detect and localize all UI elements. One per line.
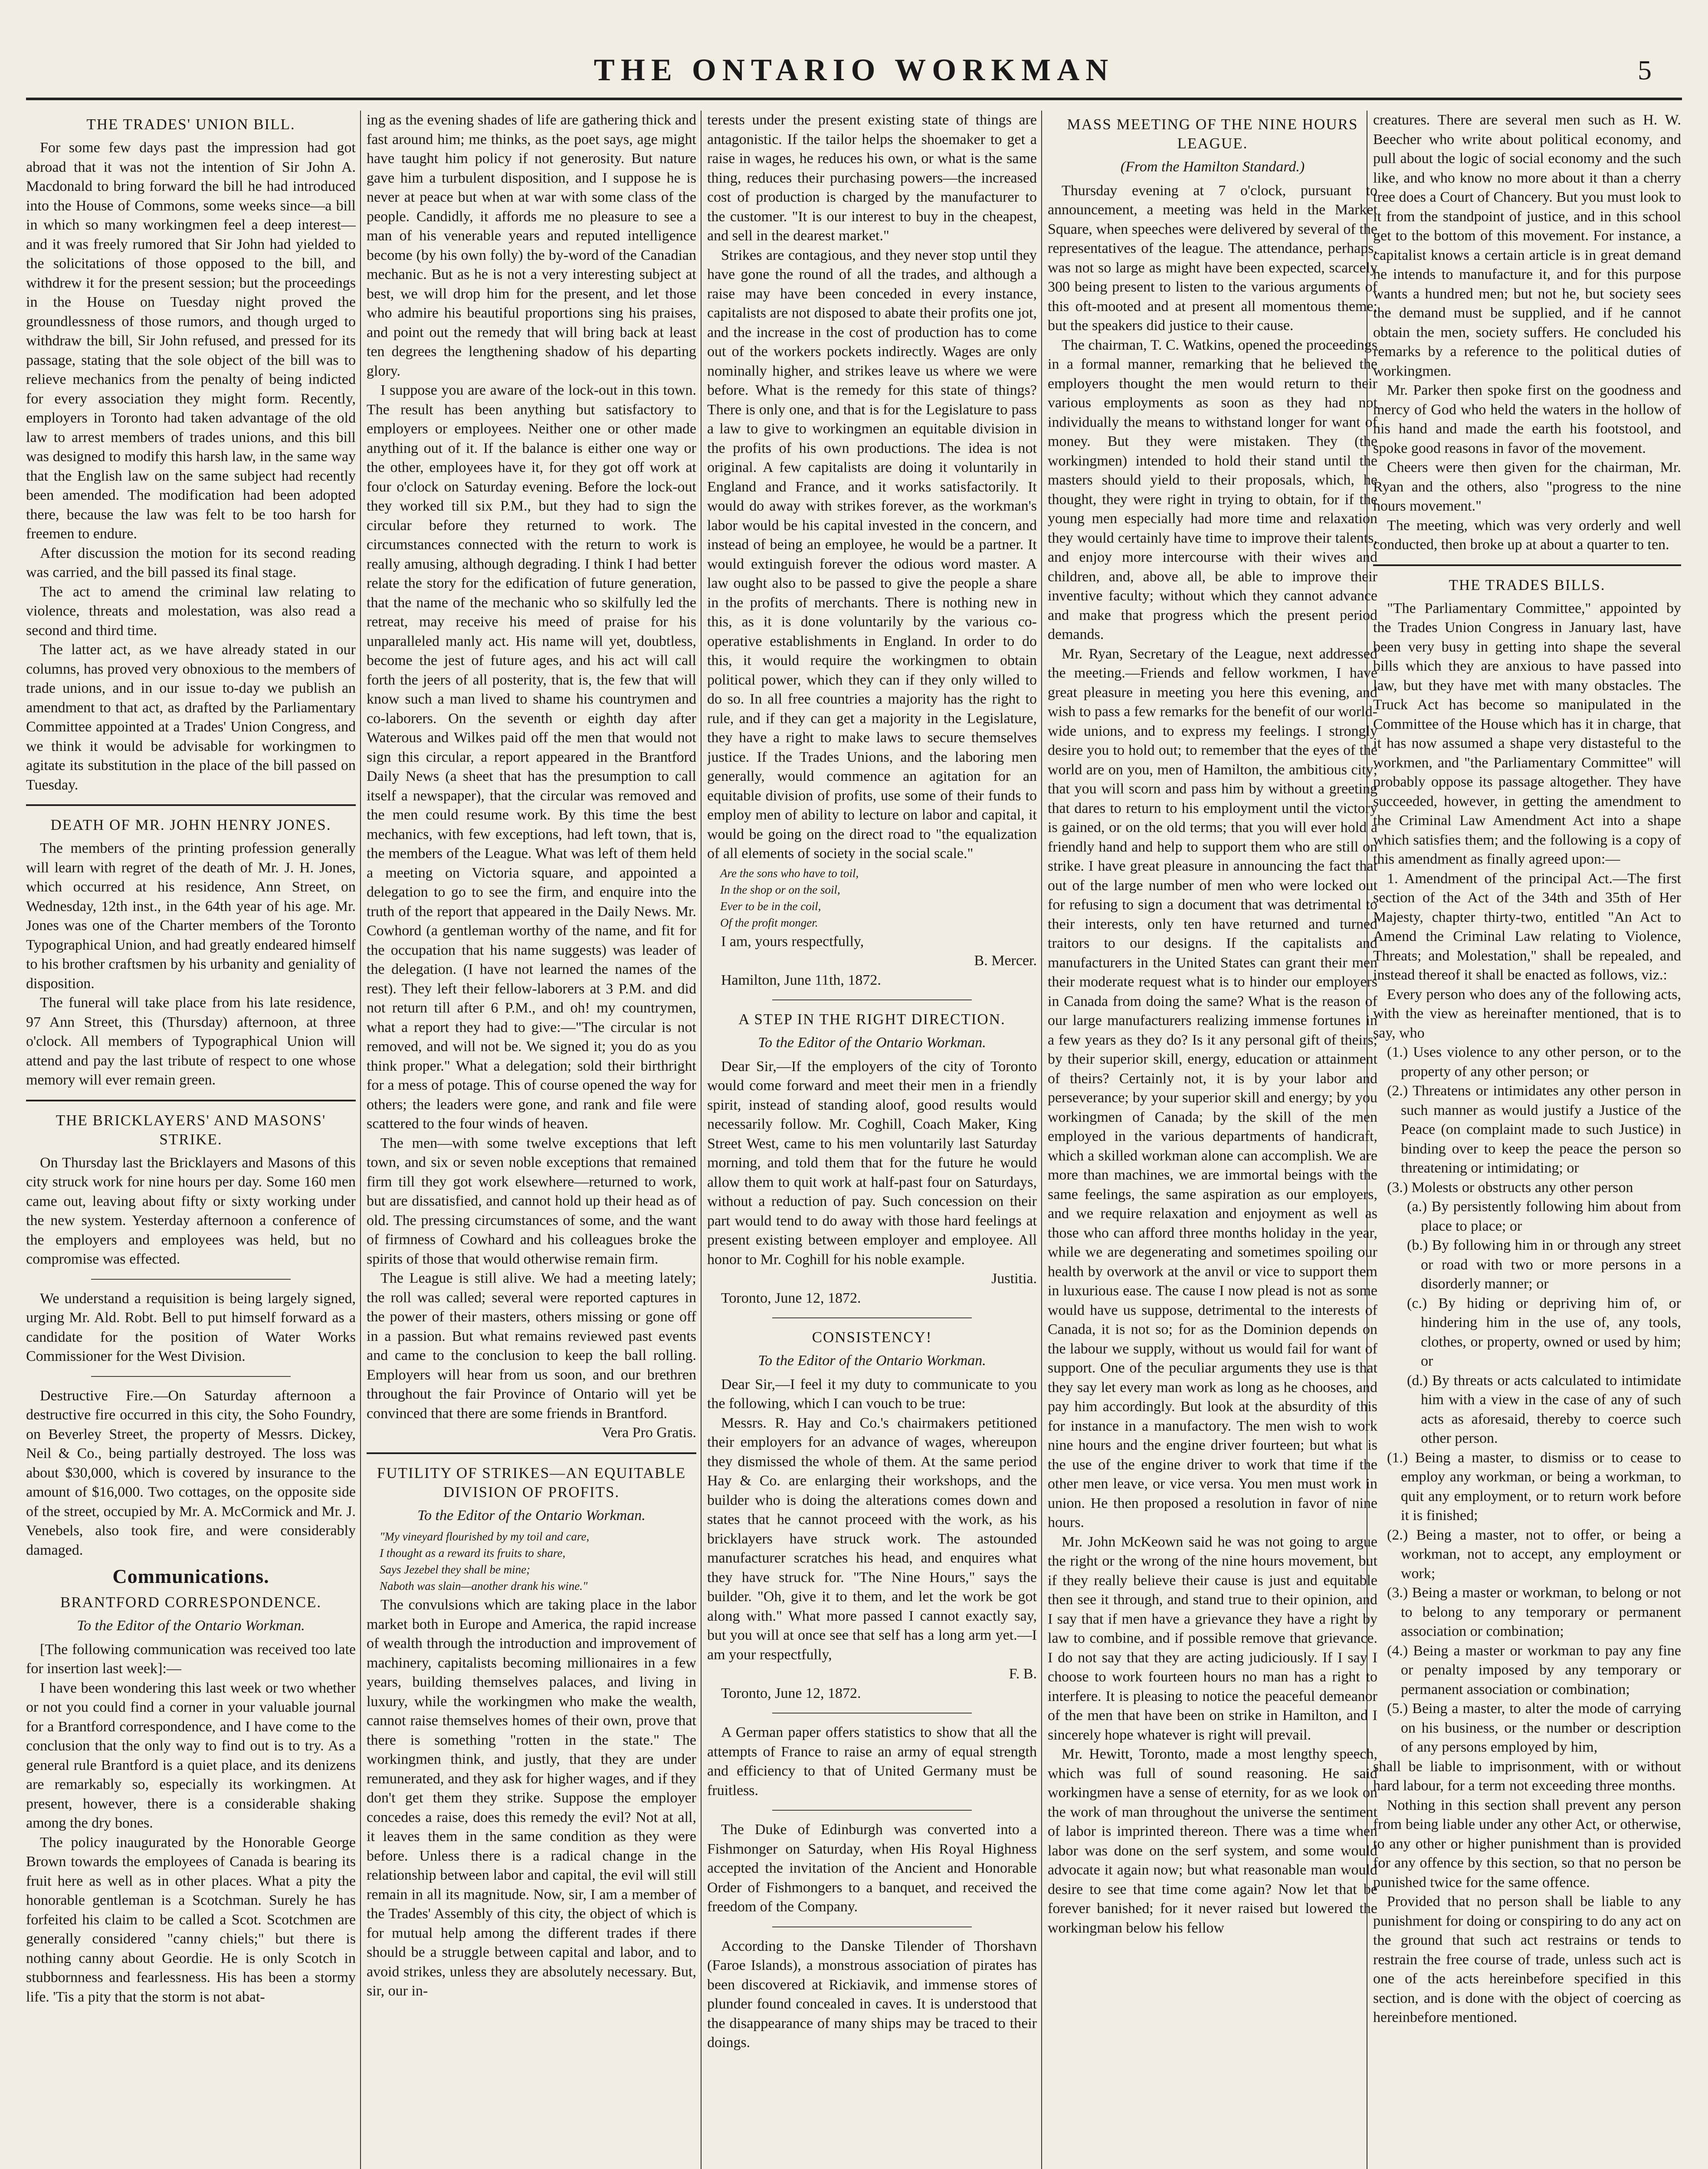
column-rule [1041, 111, 1042, 2169]
article-heading: MASS MEETING OF THE NINE HOURS LEAGUE. [1067, 116, 1358, 152]
paragraph: Every person who does any of the following acts, with the view as hereinafter mentioned, that is to say, who [1373, 986, 1681, 1041]
paragraph: [The following communication was received too late for insertion last week]:— [26, 1641, 356, 1677]
paragraph: The chairman, T. C. Watkins, opened the proceedings in a formal manner, remarking that he believed the employers thought the men would return to their various employments as soon as they had not individually the means to withstand longer for want of money. But they were mistaken. They (the workingmen) intended to hold their stand until the masters should yield to their proposals, which, he thought, they were right in trying to obtain, for if the young men especially had more time and relaxation they would certainly have time to improve their talents, and enjoy more intercourse with their wives and children, and, above all, be able to improve their inventive faculty; without which they cannot advance and make that progress which the present period demands. [1048, 337, 1377, 642]
paragraph: The Duke of Edinburgh was converted into a Fishmonger on Saturday, when His Royal Highness accepted the invitation of the Ancient and Honorable Order of Fishmongers to a banquet, and received the freedom of the Company. [707, 1822, 1037, 1915]
article-subheading: (From the Hamilton Standard.) [1120, 159, 1305, 175]
paragraph: 1. Amendment of the principal Act.—The first section of the Act of the 34th and 35th of Her Majesty, chapter thirty-two, entitled "An Act to Amend the Criminal Law relating to Violence, Threats; and Molestation," shall be repealed, and instead thereof it shall be enacted as follows, viz.: [1373, 870, 1681, 983]
paragraph: After discussion the motion for its second reading was carried, and the bill passed its final stage. [26, 545, 356, 580]
list-item: (3.) Molests or obstructs any other person [1387, 1179, 1633, 1196]
list-item: (1.) Uses violence to any other person, or to the property of any other person; or [1387, 1044, 1681, 1080]
section-divider [26, 1100, 356, 1101]
list-item: (d.) By threats or acts calculated to intimidate him with a view in the case of any of such acts as aforesaid, thereby to coerce such other person. [1407, 1372, 1681, 1446]
list-item: (4.) Being a master or workman to pay any fine or penalty imposed by any temporary or permanent association or combination; [1387, 1642, 1681, 1697]
list-item: (b.) By following him in or through any street or road with two or more persons in a disorderly manner; or [1407, 1237, 1681, 1292]
divider [772, 1317, 972, 1318]
article-heading: BRANTFORD CORRESPONDENCE. [60, 1594, 322, 1611]
list-item: (2.) Threatens or intimidates any other person in such manner as would justify a Justice of the Peace (on complaint made to such Justice) in binding over to keep the peace the person so threatening or intimidating; or [1387, 1083, 1681, 1176]
page-number: 5 [1638, 55, 1652, 85]
paragraph: The funeral will take place from his late residence, 97 Ann Street, this (Thursday) afternoon, at three o'clock. All members of Typographical Union will attend and pay the last tribute of respect to one whose memory will ever remain green. [26, 995, 356, 1088]
paragraph: The act to amend the criminal law relating to violence, threats and molestation, was also read a second and third time. [26, 583, 356, 639]
article-heading: CONSISTENCY! [812, 1329, 932, 1346]
paragraph: The meeting, which was very orderly and well conducted, then broke up at about a quarter to ten. [1373, 517, 1681, 553]
verse-line: Naboth was slain—another drank his wine." [380, 1579, 588, 1592]
article-heading: THE TRADES BILLS. [1449, 576, 1606, 593]
paragraph: Dear Sir,—I feel it my duty to communicate to you the following, which I can vouch to be true: [707, 1376, 1037, 1412]
paragraph: Thursday evening at 7 o'clock, pursuant to announcement, a meeting was held in the Market Square, when speeches were delivered by several of the representatives of the league. The attendance, perhaps, was not so large as might have been expected, scarcely 300 being present to listen to the various arguments of this oft-mooted and at present all momentous theme; but the speakers did justice to their cause. [1048, 182, 1377, 334]
verse-line: Ever to be in the coil, [720, 899, 821, 913]
paragraph: According to the Danske Tilender of Thorshavn (Faroe Islands), a monstrous association of pirates has been discovered at Rickiavik, and immense stores of plunder found concealed in caves. It is understood that the disappearance of many ships may be traced to their doings. [707, 1938, 1037, 2051]
divider [91, 1279, 291, 1280]
paragraph: Mr. Hewitt, Toronto, made a most lengthy speech, which was full of sound reasoning. He said workingmen have a sense of eternity, for as we look on the work of man throughout the universe the sentiment of labor is imprinted thereon. There was a time when labor was done on the serf system, and some would advocate it again now; but what reasonable man would desire to see that time come again? Now let that be forever banished; for it never raised but lowered the workingman below his fellow [1048, 1746, 1377, 1936]
column-rule [701, 111, 702, 2169]
section-heading: Communications. [112, 1565, 269, 1587]
paragraph: Destructive Fire.—On Saturday afternoon a destructive fire occurred in this city, the Soho Foundry, on Beverley Street, the property of Messrs. Dickey, Neil & Co., being partially destroyed. The loss was about $30,000, which is covered by insurance to the amount of $16,000. Two cottages, on the opposite side of the street, occupied by Mr. A. McCormick and Mr. J. Venebels, also took fire, and were considerably damaged. [26, 1387, 356, 1558]
paragraph: The members of the printing profession generally will learn with regret of the death of Mr. J. H. Jones, which occurred at his residence, Ann Street, on Wednesday, 12th inst., in the 64th year of his age. Mr. Jones was one of the Charter members of the Toronto Typographical Union, and had greatly endeared himself to his brother craftsmen by his urbanity and geniality of disposition. [26, 840, 356, 992]
dateline: Hamilton, June 11th, 1872. [721, 972, 881, 988]
divider [772, 1810, 972, 1811]
paragraph: On Thursday last the Bricklayers and Masons of this city struck work for nine hours per day. Some 160 men came out, leaving about fifty or sixty working under the new system. Yesterday afternoon a conference of the employers and employees was held, but no compromise was effected. [26, 1154, 356, 1267]
list-item: (c.) By hiding or depriving him of, or hindering him in the use of, any tools, clothes, or property, owned or used by him; or [1407, 1295, 1681, 1369]
signature: B. Mercer. [974, 953, 1037, 969]
verse-line: I thought as a reward its fruits to share, [380, 1546, 566, 1560]
paragraph: For some few days past the impression had got abroad that it was not the intention of Sir John A. Macdonald to bring forward the bill he had introduced into the House of Commons, some weeks since—a bill in which so many workingmen feel a deep interest—and it was freely rumored that Sir John had yielded to the solicitations of those opposed to the bill, and withdrew it for the present session; but the proceedings in the House on Tuesday night proved the groundlessness of those rumors, and though urged to withdraw the bill, Sir John refused, and pressed for its passage, stating that the sole object of the bill was to relieve mechanics from the penalty of being indicted for every association they might form. Recently, employers in Toronto had taken advantage of the old law to arrest members of trades unions, and this bill was designed to modify this harsh law, in the same way that the English law on the same subject had recently been amended. The modification had been adopted there, because the law was felt to be too harsh for freemen to endure. [26, 140, 356, 542]
signature: Vera Pro Gratis. [601, 1425, 696, 1441]
list-item: (a.) By persistently following him about from place to place; or [1407, 1199, 1681, 1234]
signature: F. B. [1009, 1666, 1037, 1682]
divider [91, 1376, 291, 1377]
paragraph: Mr. John McKeown said he was not going to argue the right or the wrong of the nine hours movement, but if they really believe their cause is just and equitable then see it through, and stand true to their opinion, and I say that if men have a grievance they have a right by law to combine, and if possible remove that grievance. I do not say that they are acting judiciously. If I say I choose to work fourteen hours no man has a right to interfere. It is pleasing to notice the peaceful demeanor of the men that have been on strike in Hamilton, and I sincerely hope whatever is right will prevail. [1048, 1533, 1377, 1743]
paragraph: A German paper offers statistics to show that all the attempts of France to raise an army of equal strength and efficiency to that of United Germany must be fruitless. [707, 1724, 1037, 1799]
dateline: Toronto, June 12, 1872. [721, 1685, 861, 1701]
paragraph: Dear Sir,—If the employers of the city of Toronto would come forward and meet their men in a friendly spirit, instead of standing aloof, good results would necessarily follow. Mr. Coghill, Coach Maker, King Street West, came to his men voluntarily last Saturday morning, and told them that for the future he would allow them to quit work at half-past four on Saturdays, without a reduction of pay. Such concession on their part would tend to do away with those hard feelings at present existing between employer and employee. All honor to Mr. Coghill for his noble example. [707, 1058, 1037, 1268]
paragraph: terests under the present existing state of things are antagonistic. If the tailor helps the shoemaker to get a raise in wages, he reduces his own, or what is the same thing, reduces their purchasing powers—the increased cost of production is charged by the manufacturer to the customer. "It is our interest to buy in the cheapest, and sell in the dearest market." [707, 112, 1037, 244]
verse-line: "My vineyard flourished by my toil and care, [380, 1530, 590, 1543]
list-item: (3.) Being a master or workman, to belong or not to belong to any temporary or permanent association or combination; [1387, 1585, 1681, 1639]
column-2 [367, 111, 696, 2169]
paragraph: creatures. There are several men such as H. W. Beecher who write about political economy, and pull about the logic of social economy and the such like, and who know no more about it than a cherry tree does a Court of Chancery. But you must look to it from the standpoint of justice, and in this school get to the bottom of this movement. For instance, a capitalist knows a certain article is in great demand he intends to manufacture it, and for this purpose wants a hundred men; but not he, but society sees the demand must be supplied, and if he cannot obtain the men, society suffers. He concluded his remarks by a reference to the political duties of workingmen. [1373, 112, 1681, 379]
article-subheading: To the Editor of the Ontario Workman. [758, 1035, 986, 1051]
list-item: (1.) Being a master, to dismiss or to cease to employ any workman, or being a workman, to quit any employment, or to return work before it is finished; [1387, 1449, 1681, 1524]
section-divider [1373, 564, 1681, 566]
masthead [0, 0, 1708, 100]
section-divider [26, 804, 356, 806]
paragraph: The policy inaugurated by the Honorable George Brown towards the employees of Canada is bearing its fruit here as well as in other places. What a pity the honorable gentleman is a Scotchman. Surely he has forfeited his claim to be called a Scot. Scotchmen are generally considered "canny chiels;" but there is nothing canny about Geordie. He is only Scotch in stubbornness and fearlessness. His has been a stormy life. 'Tis a pity that the storm is not abat- [26, 1834, 356, 2005]
verse-line: Are the sons who have to toil, [720, 866, 859, 880]
article-subheading: To the Editor of the Ontario Workman. [417, 1507, 646, 1524]
paragraph: The latter act, as we have already stated in our columns, has proved very obnoxious to the members of trade unions, and in our issue to-day we publish an amendment to that act, as drafted by the Parliamentary Committee appointed at a Trades' Union Congress, and we think it would be advisable for workingmen to agitate its substitution in the place of the bill passed on Tuesday. [26, 642, 356, 793]
paragraph: The men—with some twelve exceptions that left town, and six or seven noble exceptions that remained firm till they got work elsewhere—returned to work, but are dissatisfied, and cannot hold up their head as of old. The pressing circumstances of some, and the want of firmness of Cowhard and his colleagues broke the spirits of those that would otherwise remain firm. [367, 1135, 696, 1267]
list-item: (2.) Being a master, not to offer, or being a workman, not to accept, any employment or work; [1387, 1527, 1681, 1582]
article-heading: THE TRADES' UNION BILL. [86, 116, 295, 133]
column-3 [707, 111, 1037, 2169]
section-divider [367, 1452, 696, 1454]
column-5 [1373, 111, 1681, 2169]
paragraph: Nothing in this section shall prevent any person from being liable under any other Act, or otherwise, to any other or higher punishment than is provided for any offence by this section, so that no person be punished twice for the same offence. [1373, 1797, 1681, 1891]
column-4 [1048, 111, 1377, 2169]
paragraph: I am, yours respectfully, [721, 933, 864, 950]
paragraph: The convulsions which are taking place in the labor market both in Europe and America, the rapid increase of wealth through the introduction and improvement of machinery, capitalists becoming millionaires in a few years, building themselves palaces, and living in luxury, while the workingmen who make the wealth, cannot raise themselves homes of their own, prove that there is something "rotten in the state." The workingmen think, and justly, that they are under remunerated, and they ask for higher wages, and if they don't get them they strike. Suppose the employer concedes a raise, does this remedy the evil? Not at all, it leaves them in the same condition as they were before. Unless there is a radical change in the relationship between labor and capital, the evil will still remain in all its magnitude. Now, sir, I am a member of the Trades' Assembly of this city, the object of which is for mutual help among the different trades if there should be a struggle between capital and labor, and to avoid strikes, unless they are absolutely necessary. But, sir, our in- [367, 1597, 696, 1999]
newspaper-title: THE ONTARIO WORKMAN [593, 52, 1115, 87]
paragraph: I suppose you are aware of the lock-out in this town. The result has been anything but satisfactory to employers or employees. Neither one or other made anything out of it. If the balance is either one way or the other, employees have it, for they got off work at four o'clock on Saturday evening. Before the lock-out they worked till six P.M., but they had to sign the circular before they returned to work. The circumstances connected with the return to work is really amusing, although degrading. I think I had better relate the story for the edification of future generation, that the name of the mechanic who so skilfully led the retreat, may receive his meed of praise for his unparalleled manly act. His name will yet, doubtless, become the jest of future ages, and his act will call forth the jeers of all posterity, that is, the few that will know such a man lived to shame his countrymen and co-laborers. On the seventh or eighth day after Waterous and Wilkes paid off the men that would not sign this circular, a report appeared in the Brantford Daily News (a sheet that has the presumption to call itself a newspaper), that the circular was removed and the men could resume work. By this time the best mechanics, with few exceptions, had left town, that is, the members of the League. What was left of them held a meeting on Victoria square, and appointed a delegation to go to see the firm, and enquire into the truth of the report that appeared in the Daily News. Mr. Cowhord (a gentleman worthy of the name, and fit for the occupation that his name suggests) was leader of the delegation. (I have not learned the names of the rest). They left their fellow-laborers at 3 P.M. and did not return till after 6 P.M., and oh! my countrymen, what a report they had to give:—"The circular is not removed, and will not be. We signed it; you do as you think proper." What a delegation; sold their birthright for a mess of potage. This of course opened the way for others; the leaders were gone, and rank and file were scattered to the four winds of heaven. [367, 382, 696, 1132]
article-heading: FUTILITY OF STRIKES—AN EQUITABLE DIVISION OF PROFITS. [377, 1464, 686, 1501]
article-heading: THE BRICKLAYERS' AND MASONS' STRIKE. [56, 1111, 326, 1148]
column-1 [26, 111, 356, 2169]
paragraph: Cheers were then given for the chairman, Mr. Ryan and the others, also "progress to the nine hours movement." [1373, 459, 1681, 514]
signature: Justitia. [991, 1271, 1037, 1287]
article-subheading: To the Editor of the Ontario Workman. [77, 1618, 305, 1634]
verse-line: Says Jezebel they shall be mine; [380, 1563, 531, 1576]
dateline: Toronto, June 12, 1872. [721, 1290, 861, 1306]
paragraph: shall be liable to imprisonment, with or without hard labour, for a term not exceeding three months. [1373, 1758, 1681, 1794]
paragraph: ing as the evening shades of life are gathering thick and fast around him; me thinks, as the poet says, age might have taught him policy if not generosity. But nature gave him a turbulent disposition, and I suppose he is never at peace but when at war with some class of the people. Candidly, it affords me no pleasure to see a man of his venerable years and reputed intelligence become (by his own folly) the by-word of the Canadian mechanic. But as he is not a very interesting subject at best, we will drop him for the present, and let those who admire his beautiful proportions sing his praises, and point out the remedy that will bring back at least ten degrees the lengthening shadow of his departing glory. [367, 112, 696, 379]
paragraph: We understand a requisition is being largely signed, urging Mr. Ald. Robt. Bell to put himself forward as a candidate for the position of Water Works Commissioner for the West Division. [26, 1290, 356, 1364]
divider [772, 999, 972, 1000]
paragraph: Mr. Ryan, Secretary of the League, next addressed the meeting.—Friends and fellow workmen, I have great pleasure in meeting you here this evening, and wish to pass a few remarks for the benefit of our world-wide unions, and to express my feelings. I strongly desire you to hold out; to remember that the eyes of the world are on you, men of Hamilton, the ambitious city; that you will scorn and pass him by without a greeting that dares to return to his employment until the victory is gained, or on the old terms; that you will ever hold a friendly hand and help to support them who are still on strike. I have great pleasure in announcing the fact that out of the large number of men who were locked out for refusing to sign a document that was detrimental to their interests, only ten have returned and turned traitors to our designs. If the capitalists and manufacturers in the United States can grant their men their moderate request what is to hinder our employers in Canada from doing the same? What is the reason of our large manufacturers realizing immense fortunes in a few years as they do? Is it any personal gift of theirs; by their superior skill, energy, education or attainment of theirs? Certainly not, it is by your labor and perseverance; by your superior skill and energy; by you workingmen of Canada; by the skill of the men employed in the various departments of handicraft, which a skilled workman alone can accomplish. We are more than machines, we are immortal beings with the same feelings, the same aspiration as our employers, and we require relaxation and enjoyment as well as those who can afford three months holiday in the year, while we are degenerating and sometimes spoiling our health by overwork at the anvil or vice to support them in luxurious ease. The cause I now plead is not as some would have us suppose, detrimental to the interests of Canada, it is not so; for as the Dominion depends on the labour we supply, without us would fail for want of support. One of the peculiar arguments they use is that they say let every man work as long as he chooses, and pay him accordingly. But look at the absurdity of this for instance in a manufactory. The men wish to work nine hours and the engine driver fourteen; but what is the use of the engine driver to work that time if the other men leave, or vice versa. You men must work in union. He then proposed a resolution in favor of nine hours. [1048, 645, 1377, 1530]
masthead-rule [26, 98, 1682, 100]
list-item: (5.) Being a master, to alter the mode of carrying on his business, or the number or description of any persons employed by him, [1387, 1700, 1681, 1755]
verse-line: Of the profit monger. [720, 916, 818, 929]
divider [772, 1713, 972, 1714]
article-heading: A STEP IN THE RIGHT DIRECTION. [738, 1011, 1006, 1028]
paragraph: The League is still alive. We had a meeting lately; the roll was called; several were reported captures in the power of their masters, others missing or gone off in a passion. But what remains reviewed past events and came to the conclusion to keep the ball rolling. Employers will hear from us soon, and our brethren throughout the fair Province of Ontario will yet be convinced that there are some friends in Brantford. [367, 1270, 696, 1422]
article-subheading: To the Editor of the Ontario Workman. [758, 1353, 986, 1369]
column-rule [360, 111, 361, 2169]
paragraph: Provided that no person shall be liable to any punishment for doing or conspiring to do any act on the ground that such act restrains or tends to restrain the free course of trade, unless such act is one of the acts hereinbefore specified in this section, and is done with the object of coercing as hereinbefore mentioned. [1373, 1894, 1681, 2025]
paragraph: I have been wondering this last week or two whether or not you could find a corner in your valuable journal for a Brantford correspondence, and I have come to the conclusion that the only way to find out is to try. As a general rule Brantford is a quiet place, and its denizens are remarkably so, especially its workingmen. At present, however, there is a considerable shaking among the dry bones. [26, 1680, 356, 1831]
paragraph: Strikes are contagious, and they never stop until they have gone the round of all the trades, and although a raise may have been conceded in every instance, capitalists are not disposed to abate their profits one jot, and the increase in the cost of production has to come out of the workers pockets indirectly. Wages are only nominally higher, and strikes leave us where we were before. What is the remedy for this state of things? There is only one, and that is for the Legislature to pass a law to give to workingmen an equitable division in the profits of his own productions. The idea is not original. A few capitalists are doing it voluntarily in England and France, and it works satisfactorily. It would do away with strikes forever, as the workman's labor would be his capital invested in the concern, and instead of being an employee, he would be a partner. It would extinguish forever the odious word master. A law ought also to be passed to give the people a share in the profits of merchants. There is nothing new in this, as it is done voluntarily by the various co-operative establishments in England. In order to do this, it would require the workingmen to obtain political power, which they can if they only willed to do so. In all free countries a majority has the right to rule, and if they can get a majority in the Legislature, they have a right to make laws to secure themselves justice. If the Trades Unions, and the laboring men generally, would commence an agitation for an equitable division of profits, use some of their funds to employ men of ability to lecture on labor and capital, it would be going on the direct road to "the equalization of all elements of society in the social scale." [707, 247, 1037, 862]
paragraph: Mr. Parker then spoke first on the goodness and mercy of God who held the waters in the hollow of his hand and made the earth his footstool, and spoke good reasons in favor of the movement. [1373, 382, 1681, 456]
paragraph: "The Parliamentary Committee," appointed by the Trades Union Congress in January last, have been very busy in getting into shape the several bills which they are anxious to have passed into law, but they have met with many obstacles. The Truck Act has become so manipulated in the Committee of the House which has it in charge, that it has now assumed a shape very distasteful to the workmen, and "the Parliamentary Committee" will probably oppose its passage altogether. They have succeeded, however, in getting the amendment to the Criminal Law Amendment Act into a shape which satisfies them; and the following is a copy of this amendment as finally agreed upon:— [1373, 600, 1681, 867]
verse-line: In the shop or on the soil, [720, 883, 840, 896]
paragraph: Messrs. R. Hay and Co.'s chairmakers petitioned their employers for an advance of wages, whereupon they dismissed the whole of them. At the same period Hay & Co. are enlarging their workshops, and the builder who is doing the alterations comes down and states that he cannot proceed with the work, as his bricklayers have struck work. The astounded manufacturer scratches his head, and enquires what they have struck for. "The Nine Hours," says the builder. "Oh, give it to them, and let the work be got along with." What more passed I cannot exactly say, but you will at once see that self has a long arm yet.—I am your respectfully, [707, 1415, 1037, 1663]
article-heading: DEATH OF MR. JOHN HENRY JONES. [50, 816, 331, 833]
